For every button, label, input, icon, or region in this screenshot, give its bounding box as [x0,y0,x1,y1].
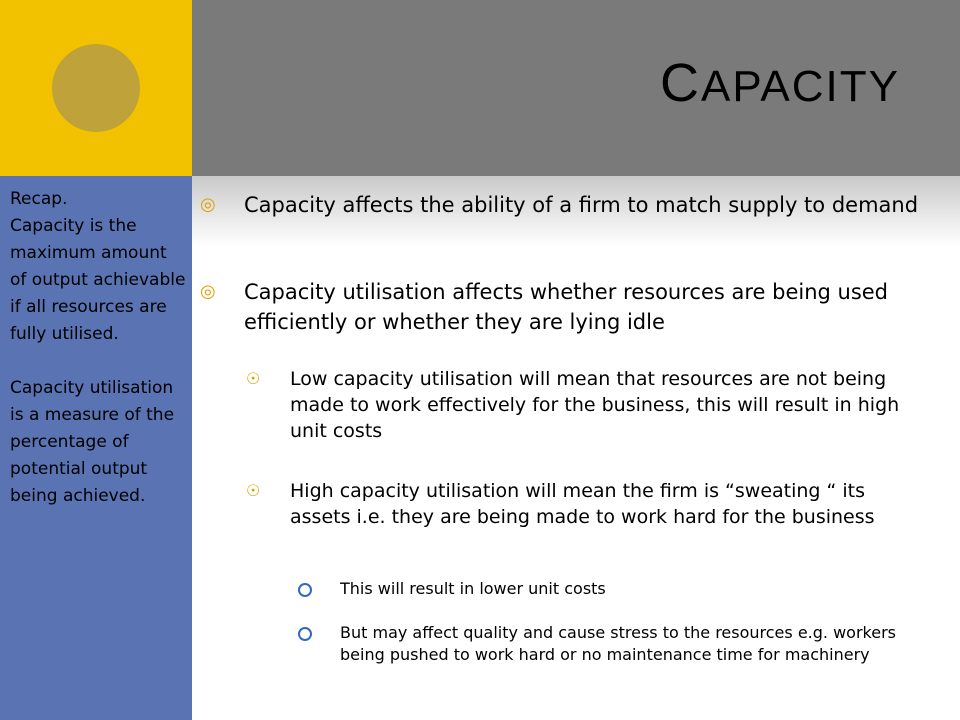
bullet-level2 [246,366,910,444]
slide-content [192,176,960,720]
ring-bullet-icon: ◎ [200,281,216,302]
bullet-level1 [200,190,924,220]
bullet-text: Low capacity utilisation will mean that resources are not being made to work effectively for the business, this will result in high unit costs [290,368,900,442]
decorative-circle [52,44,140,132]
title-bar [192,0,960,176]
sun-bullet-icon: ☉ [246,369,261,388]
ring-bullet-icon: ◎ [200,194,216,215]
recap-sidebar [0,176,192,720]
recap-text: Recap. Capacity is the maximum amount of output achievable if all resources are fully utilised. Capacity utilisation is a measure of the percentage of potential output being achieved. [10,189,186,506]
bullet-level2 [246,478,910,530]
yellow-corner-block [0,0,192,176]
bullet-text: Capacity affects the ability of a firm to match supply to demand [244,193,919,217]
bullet-text: Capacity utilisation affects whether resources are being used efficiently or whether they are lying idle [244,280,889,334]
bullet-text: This will result in lower unit costs [340,579,606,598]
circle-bullet-icon [298,583,312,597]
circle-bullet-icon [298,627,312,641]
bullet-level3 [340,622,940,666]
slide-title: CAPACITY [659,53,900,113]
bullet-text: High capacity utilisation will mean the firm is “sweating “ its assets i.e. they are being made to work hard for the business [290,480,875,528]
bullet-level3 [340,578,940,600]
bullet-level1 [200,277,924,337]
bullet-text: But may affect quality and cause stress to the resources e.g. workers being pushed to work hard or no maintenance time for machinery [340,623,896,664]
sun-bullet-icon: ☉ [246,481,261,500]
